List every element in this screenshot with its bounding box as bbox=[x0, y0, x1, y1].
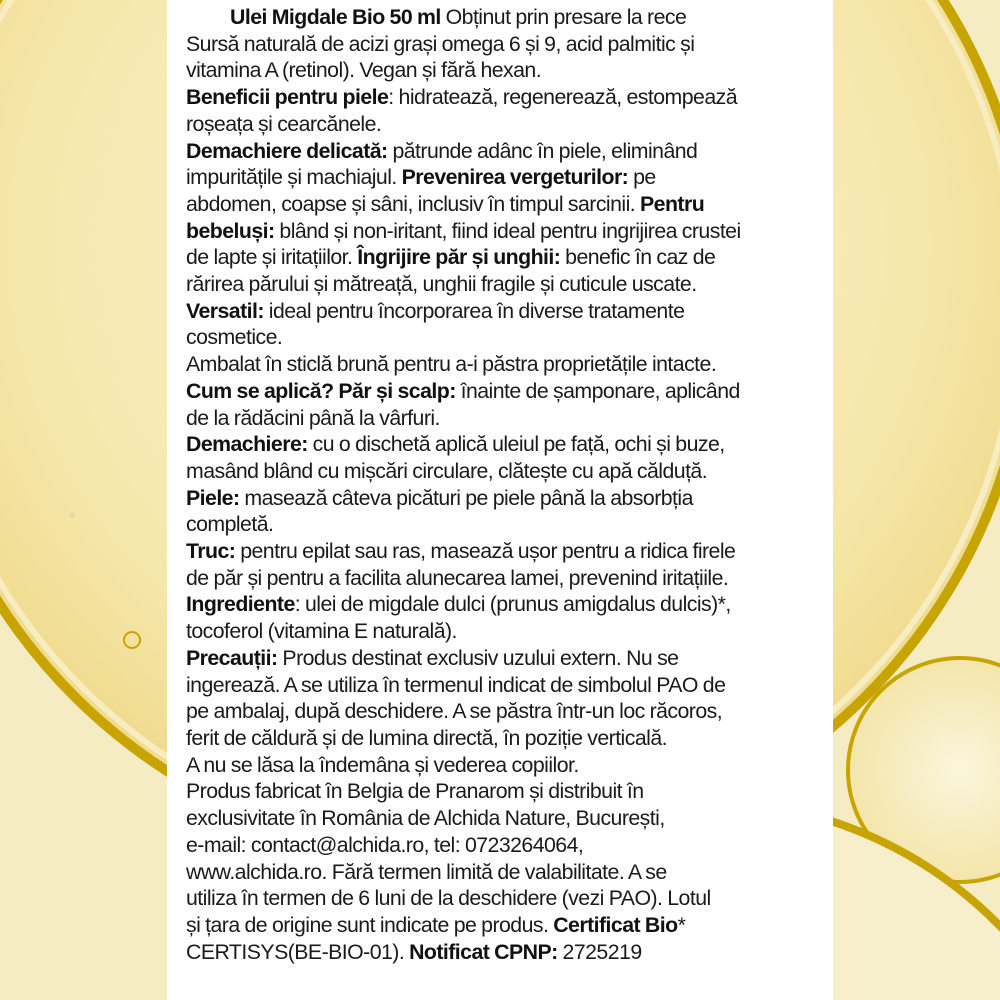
line-text: tocoferol (vitamina E naturală). bbox=[186, 619, 457, 644]
line-prefix: impuritățile și machiajul. bbox=[186, 165, 402, 190]
line-text: www.alchida.ro. Fără termen limită de valabilitate. A se bbox=[186, 859, 667, 884]
line-text: 2725219 bbox=[557, 939, 642, 964]
section-heading: Demachiere delicată: bbox=[186, 138, 388, 163]
line-text: Sursă naturală de acizi grași omega 6 și 9, acid palmitic și bbox=[186, 31, 695, 56]
text-line bbox=[186, 752, 826, 779]
text-line bbox=[186, 191, 826, 218]
text-line bbox=[186, 378, 826, 405]
line-text: e-mail: contact@alchida.ro, tel: 0723264064, bbox=[186, 832, 584, 857]
section-heading: Piele: bbox=[186, 485, 240, 510]
text-line bbox=[186, 939, 826, 966]
text-line bbox=[186, 111, 826, 138]
line-text: * bbox=[677, 912, 686, 937]
text-line bbox=[186, 324, 826, 351]
section-heading: Cum se aplică? Păr și scalp: bbox=[186, 378, 456, 403]
text-line bbox=[186, 565, 826, 592]
text-line bbox=[186, 832, 826, 859]
line-text: vitamina A (retinol). Vegan și fără hexan. bbox=[186, 58, 542, 83]
text-line bbox=[186, 138, 826, 165]
line-text: Obținut prin presare la rece bbox=[440, 5, 687, 29]
text-line bbox=[186, 698, 826, 725]
text-line bbox=[186, 298, 826, 325]
text-line bbox=[186, 57, 826, 84]
line-text: completă. bbox=[186, 512, 274, 537]
text-line bbox=[186, 244, 826, 271]
line-text: utiliza în termen de 6 luni de la deschidere (vezi PAO). Lotul bbox=[186, 886, 711, 911]
line-text: exclusivitate în România de Alchida Nature, București, bbox=[186, 806, 665, 831]
section-heading: Demachiere: bbox=[186, 432, 308, 457]
text-line bbox=[186, 591, 826, 618]
section-heading: Precauții: bbox=[186, 645, 278, 670]
text-line bbox=[186, 31, 826, 58]
line-prefix: de lapte și iritațiilor. bbox=[186, 245, 358, 270]
text-line bbox=[186, 645, 826, 672]
line-text: benefic în caz de bbox=[560, 245, 716, 270]
line-text: : hidratează, regenerează, estompează bbox=[388, 85, 738, 110]
section-heading: Notificat CPNP: bbox=[409, 939, 558, 964]
section-heading: Prevenirea vergeturilor: bbox=[401, 165, 629, 190]
line-text: pătrunde adânc în piele, eliminând bbox=[387, 138, 698, 163]
section-heading: Beneficii pentru piele bbox=[186, 85, 389, 110]
section-heading: Îngrijire păr și unghii: bbox=[357, 245, 561, 270]
line-text: cosmetice. bbox=[186, 325, 283, 350]
line-prefix: și țara de origine sunt indicate pe produs. bbox=[186, 912, 554, 937]
section-heading: Versatil: bbox=[186, 298, 264, 323]
section-heading: Certificat Bio bbox=[553, 912, 678, 937]
text-line bbox=[186, 912, 826, 939]
text-line bbox=[186, 511, 826, 538]
text-line bbox=[186, 885, 826, 912]
text-line bbox=[186, 4, 826, 31]
line-text: de la rădăcini până la vârfuri. bbox=[186, 405, 440, 430]
line-prefix: abdomen, coapse și sâni, inclusiv în timpul sarcinii. bbox=[186, 191, 640, 216]
section-heading: Ingrediente bbox=[186, 592, 295, 617]
text-line bbox=[186, 218, 826, 245]
line-text: ingerează. A se utiliza în termenul indicat de simbolul PAO de bbox=[186, 672, 726, 697]
line-text: Produs destinat exclusiv uzului extern. Nu se bbox=[277, 645, 679, 670]
line-text: de păr și pentru a facilita alunecarea lamei, prevenind iritațiile. bbox=[186, 565, 729, 590]
text-line bbox=[186, 164, 826, 191]
line-text: : ulei de migdale dulci (prunus amigdalus dulcis)*, bbox=[294, 592, 731, 617]
line-text: pe ambalaj, după deschidere. A se păstra într-un loc răcoros, bbox=[186, 699, 723, 724]
section-heading: Ulei Migdale Bio 50 ml bbox=[230, 5, 441, 29]
line-text: blând și non-iritant, fiind ideal pentru ingrijirea crustei bbox=[274, 218, 741, 243]
section-heading: Pentru bbox=[640, 191, 705, 216]
line-text: cu o dischetă aplică uleiul pe față, ochi și buze, bbox=[307, 432, 725, 457]
product-description bbox=[186, 4, 826, 965]
text-line bbox=[186, 485, 826, 512]
line-text: rărirea părului și mătreață, unghii fragile și cuticule uscate. bbox=[186, 272, 697, 297]
line-text: masând blând cu mișcări circulare, clătește cu apă călduță. bbox=[186, 458, 708, 483]
text-line bbox=[186, 351, 826, 378]
line-text: pentru epilat sau ras, masează ușor pentru a ridica firele bbox=[235, 539, 736, 564]
text-line bbox=[186, 458, 826, 485]
line-text: ferit de căldură și de lumina directă, în poziție verticală. bbox=[186, 725, 667, 750]
line-text: roșeața și cearcănele. bbox=[186, 111, 382, 136]
line-text: masează câteva picături pe piele până la absorbția bbox=[239, 485, 693, 510]
text-line bbox=[186, 725, 826, 752]
section-heading: Truc: bbox=[186, 539, 236, 564]
text-line bbox=[186, 538, 826, 565]
line-text: pe bbox=[628, 165, 656, 190]
text-line bbox=[186, 859, 826, 886]
text-line bbox=[186, 431, 826, 458]
line-text: Ambalat în sticlă brună pentru a-i păstra proprietățile intacte. bbox=[186, 352, 717, 377]
text-line bbox=[186, 618, 826, 645]
line-text: înainte de șamponare, aplicând bbox=[455, 378, 740, 403]
line-text: Produs fabricat în Belgia de Pranarom și distribuit în bbox=[186, 779, 644, 804]
line-text: A nu se lăsa la îndemâna și vederea copiilor. bbox=[186, 752, 579, 777]
line-text: ideal pentru încorporarea în diverse tratamente bbox=[263, 298, 685, 323]
text-line bbox=[186, 271, 826, 298]
section-heading: bebeluși: bbox=[186, 218, 275, 243]
text-line bbox=[186, 84, 826, 111]
line-prefix: CERTISYS(BE-BIO-01). bbox=[186, 939, 410, 964]
text-line bbox=[186, 672, 826, 699]
text-line bbox=[186, 805, 826, 832]
text-line bbox=[186, 405, 826, 432]
text-line bbox=[186, 778, 826, 805]
